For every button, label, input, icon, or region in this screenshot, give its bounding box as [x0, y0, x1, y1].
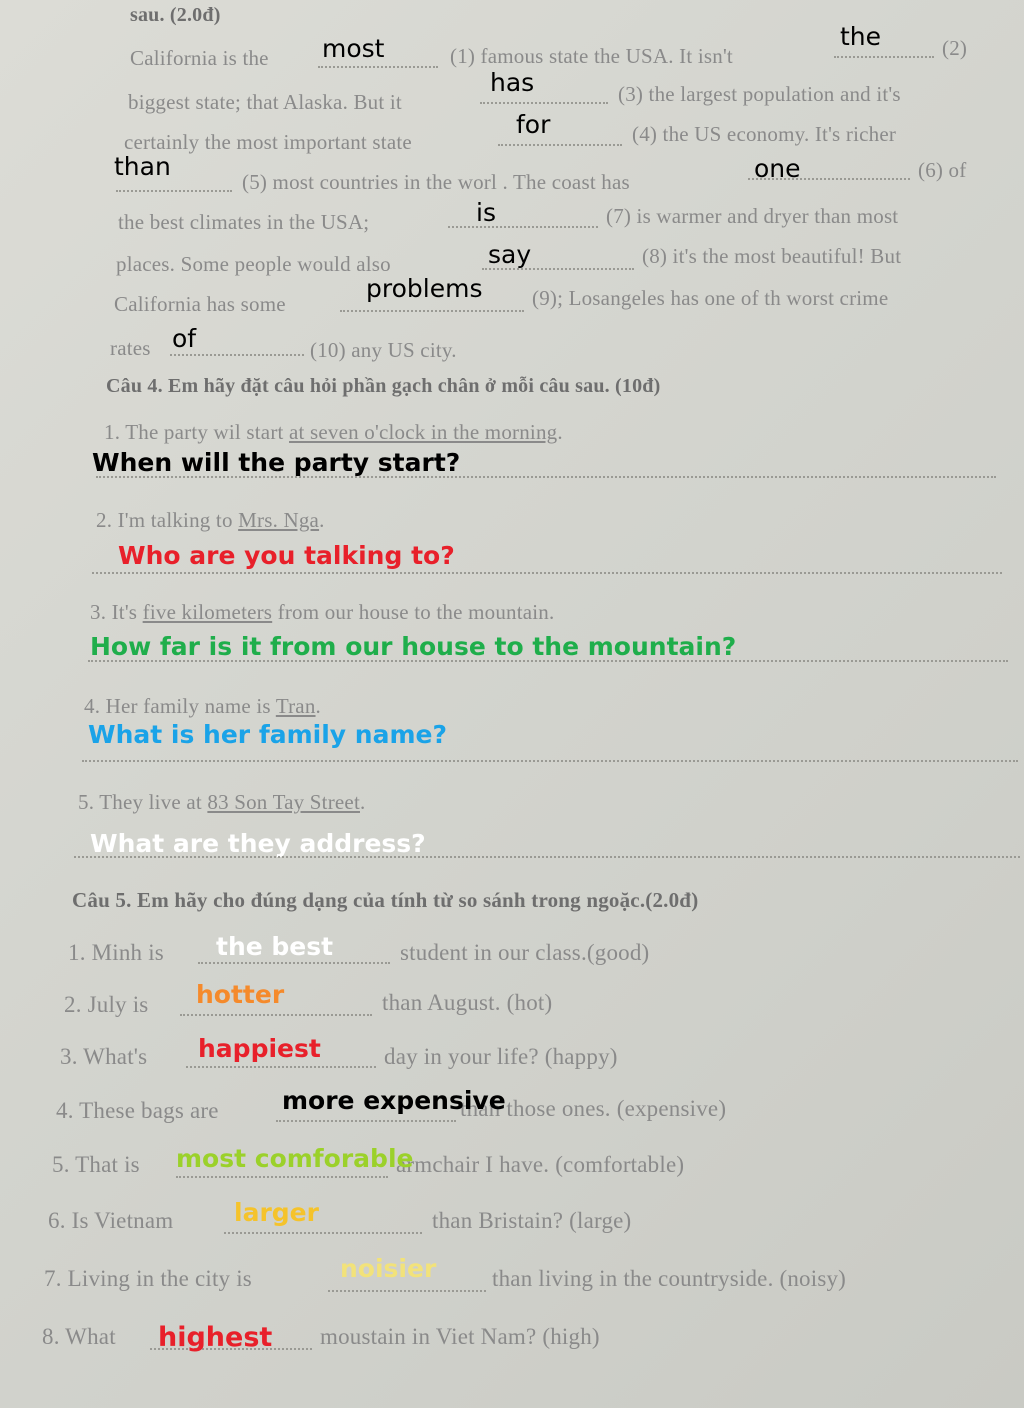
question-answer: Who are you talking to?	[118, 541, 455, 570]
question-line: 1. The party wil start at seven o'clock in the morning.	[104, 420, 563, 444]
passage-line: California has some	[114, 292, 286, 316]
comparative-answer: most comforable	[176, 1144, 414, 1173]
question-answer: When will the party start?	[92, 448, 461, 477]
comparative-line: armchair I have. (comfortable)	[396, 1152, 685, 1177]
comparative-line: than August. (hot)	[382, 990, 553, 1015]
comparative-line: 3. What's	[60, 1044, 148, 1069]
section4-heading: Câu 4. Em hãy đặt câu hỏi phần gạch chân ở mỗi câu sau. (10đ)	[106, 375, 661, 397]
answer-blank-1: most	[322, 34, 385, 63]
question-answer: How far is it from our house to the mountain?	[90, 632, 737, 661]
comparative-line: day in your life? (happy)	[384, 1044, 618, 1069]
comparative-line: 7. Living in the city is	[44, 1266, 252, 1291]
comparative-answer: more expensive	[282, 1086, 506, 1115]
section3-heading: sau. (2.0đ)	[130, 4, 221, 26]
comparative-line: than living in the countryside. (noisy)	[492, 1266, 847, 1291]
comparative-answer: highest	[158, 1322, 273, 1353]
answer-blank-8: say	[488, 240, 532, 269]
passage-line: California is the	[130, 46, 269, 70]
passage-line: (2)	[942, 36, 968, 60]
question-line: 5. They live at 83 Son Tay Street.	[78, 790, 366, 814]
comparative-line: 6. Is Vietnam	[48, 1208, 174, 1233]
passage-line: (7) is warmer and dryer than most	[606, 204, 899, 228]
comparative-answer: the best	[216, 932, 334, 961]
passage-line: biggest state; that Alaska. But it	[128, 90, 402, 114]
passage-line: (3) the largest population and it's	[618, 82, 901, 106]
comparative-line: than those ones. (expensive)	[460, 1096, 727, 1121]
question-answer: What is her family name?	[88, 720, 447, 749]
passage-line: certainly the most important state	[124, 130, 412, 154]
comparative-answer: happiest	[198, 1034, 321, 1063]
question-line: 4. Her family name is Tran.	[84, 694, 321, 718]
answer-blank-2: the	[840, 22, 882, 51]
section5-heading: Câu 5. Em hãy cho đúng dạng của tính từ so sánh trong ngoặc.(2.0đ)	[72, 888, 699, 912]
passage-line: (6) of	[918, 158, 967, 182]
comparative-line: than Bristain? (large)	[432, 1208, 632, 1233]
answer-blank-6: one	[754, 154, 801, 183]
passage-line: (10) any US city.	[310, 338, 457, 362]
answer-blank-3: has	[490, 68, 535, 97]
comparative-line: moustain in Viet Nam? (high)	[320, 1324, 600, 1349]
comparative-line: student in our class.(good)	[400, 940, 650, 965]
comparative-line: 5. That is	[52, 1152, 140, 1177]
passage-line: (4) the US economy. It's richer	[632, 122, 897, 146]
passage-line: (8) it's the most beautiful! But	[642, 244, 902, 268]
comparative-line: 2. July is	[64, 992, 149, 1017]
answer-blank-4: for	[516, 110, 551, 139]
answer-blank-9: problems	[366, 274, 483, 303]
passage-line: (1) famous state the USA. It isn't	[450, 44, 733, 68]
answer-blank-5: than	[114, 152, 171, 181]
passage-line: (5) most countries in the worl . The coast has	[242, 170, 630, 194]
question-line: 3. It's five kilometers from our house to the mountain.	[90, 600, 555, 624]
comparative-line: 1. Minh is	[68, 940, 164, 965]
answer-blank-10: of	[172, 324, 197, 353]
passage-line: the best climates in the USA;	[118, 210, 370, 234]
passage-line: (9); Losangeles has one of th worst crime	[532, 286, 889, 310]
question-answer: What are they address?	[90, 829, 426, 858]
answer-blank-7: is	[476, 198, 496, 227]
comparative-answer: hotter	[196, 980, 285, 1009]
comparative-line: 8. What	[42, 1324, 116, 1349]
comparative-answer: noisier	[340, 1254, 437, 1283]
passage-line: rates	[110, 336, 151, 360]
question-line: 2. I'm talking to Mrs. Nga.	[96, 508, 325, 532]
comparative-line: 4. These bags are	[56, 1098, 219, 1123]
comparative-answer: larger	[234, 1198, 319, 1227]
passage-line: places. Some people would also	[116, 252, 391, 276]
